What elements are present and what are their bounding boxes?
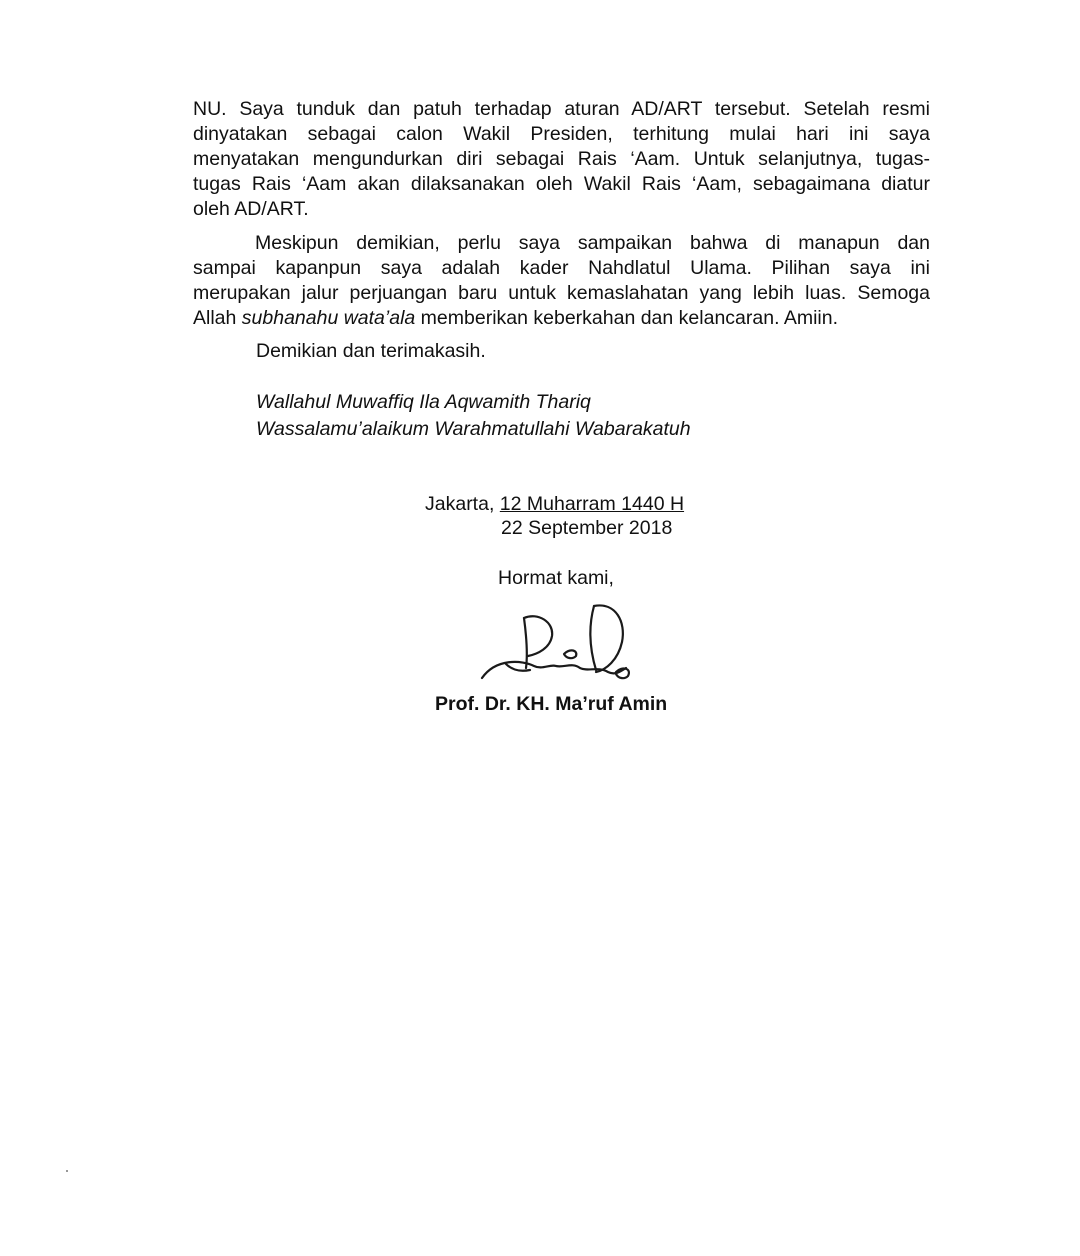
signer-name: Prof. Dr. KH. Ma’ruf Amin: [435, 693, 668, 715]
paragraph-resignation: [193, 97, 930, 222]
regards: Hormat kami,: [498, 567, 614, 589]
paragraph-line: dinyatakan sebagai calon Wakil Presiden, terhitung mulai hari ini saya: [193, 123, 930, 145]
scan-speck: [66, 1170, 68, 1172]
paragraph-line: merupakan jalur perjuangan baru untuk kemaslahatan yang lebih luas. Semoga: [193, 282, 930, 304]
paragraph-line: NU. Saya tunduk dan patuh terhadap aturan AD/ART tersebut. Setelah resmi: [193, 98, 930, 120]
place: Jakarta,: [425, 493, 500, 515]
paragraph-line: oleh AD/ART.: [193, 198, 309, 220]
gregorian-date: 22 September 2018: [501, 517, 673, 539]
signature: [476, 598, 641, 693]
salutation-line: Wassalamu’alaikum Warahmatullahi Wabarakatuh: [256, 418, 691, 440]
salutation: [256, 389, 691, 443]
place-date: [425, 492, 684, 517]
text-plain: Allah: [193, 307, 242, 329]
paragraph-line: menyatakan mengundurkan diri sebagai Rais ‘Aam. Untuk selanjutnya, tugas-: [193, 148, 930, 170]
text-italic-arabic-phrase: subhanahu wata’ala: [241, 307, 416, 329]
paragraph-line-last: [193, 306, 930, 331]
paragraph-commitment: [193, 231, 930, 331]
paragraph-line: sampai kapanpun saya adalah kader Nahdlatul Ulama. Pilihan saya ini: [193, 257, 930, 279]
text-plain: memberikan keberkahan dan kelancaran. Amiin.: [415, 307, 839, 329]
paragraph-line: Meskipun demikian, perlu saya sampaikan bahwa di manapun dan: [255, 232, 930, 254]
closing-line: Demikian dan terimakasih.: [256, 340, 486, 362]
salutation-line: Wallahul Muwaffiq Ila Aqwamith Thariq: [256, 391, 591, 413]
hijri-date: 12 Muharram 1440 H: [499, 493, 685, 515]
paragraph-line: tugas Rais ‘Aam akan dilaksanakan oleh Wakil Rais ‘Aam, sebagaimana diatur: [193, 173, 930, 195]
